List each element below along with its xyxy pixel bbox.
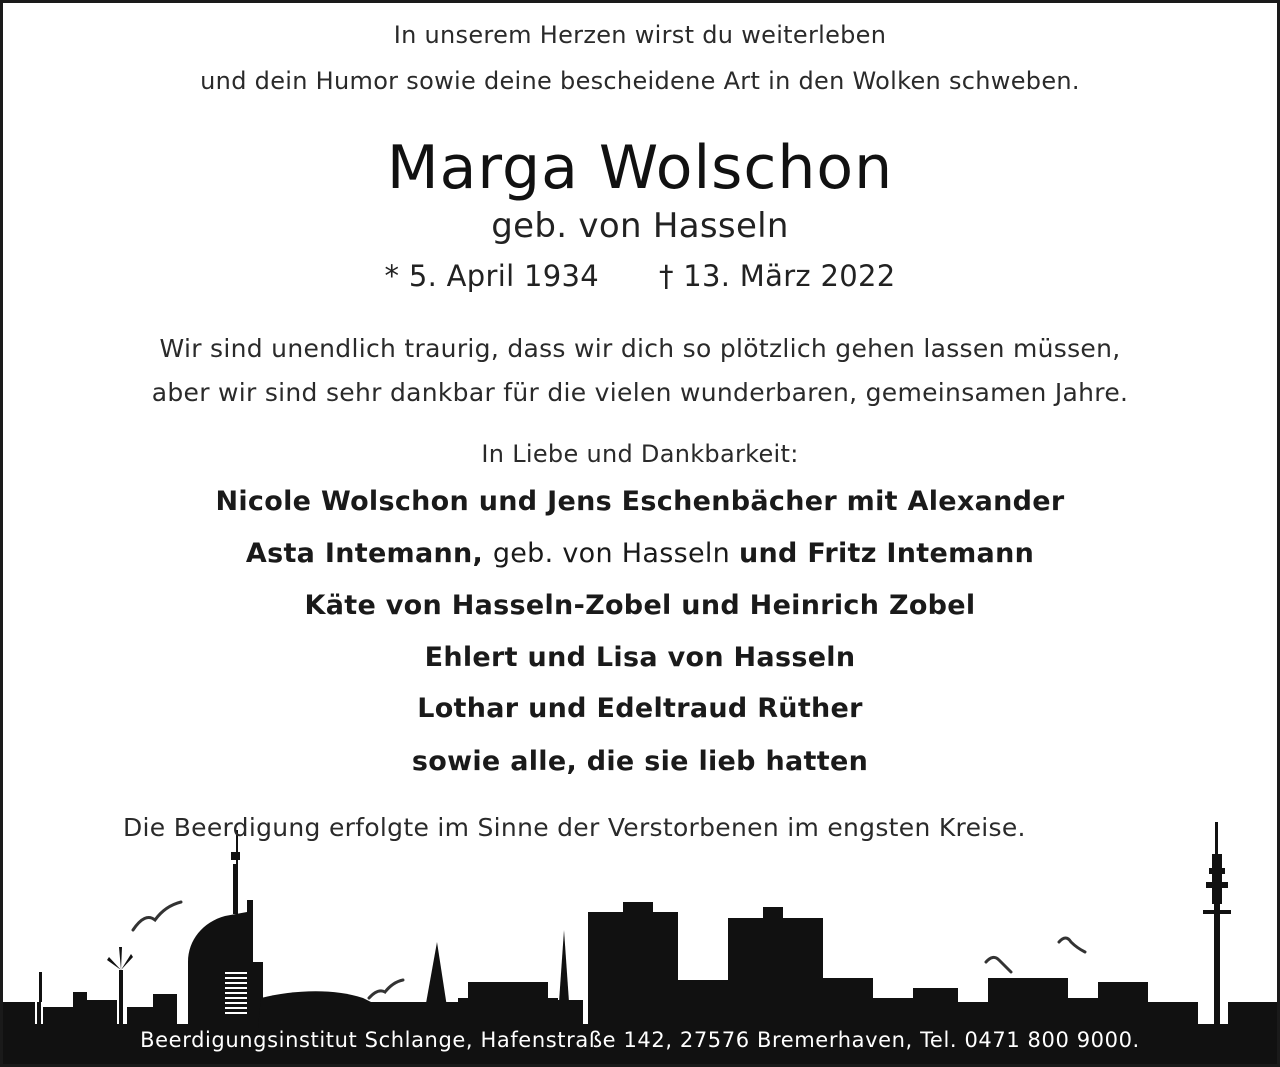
gratitude-line: In Liebe und Dankbarkeit: [481, 440, 799, 468]
mourner-line-2-partner: und Fritz Intemann [738, 538, 1035, 569]
mourner-line-5: Lothar und Edeltraud Rüther [417, 693, 863, 724]
mourner-line-4: Ehlert und Lisa von Hasseln [424, 642, 856, 673]
message-line-1: Wir sind unendlich traurig, dass wir dich so plötzlich gehen lassen müssen, [159, 334, 1121, 363]
mourner-line-2-birth-name: geb. von Hasseln [492, 538, 739, 569]
death-date: † 13. März 2022 [658, 259, 896, 293]
intro-line-1: In unserem Herzen wirst du weiterleben [393, 21, 887, 49]
birth-name: geb. von Hasseln [491, 206, 789, 246]
deceased-name: Marga Wolschon [386, 133, 894, 203]
mourner-line-2 [3, 538, 1277, 569]
mourner-line-1: Nicole Wolschon und Jens Eschenbächer mit Alexander [215, 486, 1065, 517]
mourner-line-3: Käte von Hasseln-Zobel und Heinrich Zobel [304, 590, 976, 621]
intro-line-2: und dein Humor sowie deine bescheidene Art in den Wolken schweben. [200, 67, 1080, 95]
birth-date: * 5. April 1934 [384, 259, 599, 293]
funeral-home-footer: Beerdigungsinstitut Schlange, Hafenstraße 142, 27576 Bremerhaven, Tel. 0471 800 9000. [140, 1028, 1140, 1052]
burial-notice: Die Beerdigung erfolgte im Sinne der Verstorbenen im engsten Kreise. [123, 813, 1026, 842]
message-line-2: aber wir sind sehr dankbar für die vielen wunderbaren, gemeinsamen Jahre. [151, 378, 1129, 407]
mourner-line-6: sowie alle, die sie lieb hatten [411, 746, 869, 777]
life-dates [3, 259, 1277, 293]
mourner-line-2-name: Asta Intemann, [245, 538, 493, 569]
